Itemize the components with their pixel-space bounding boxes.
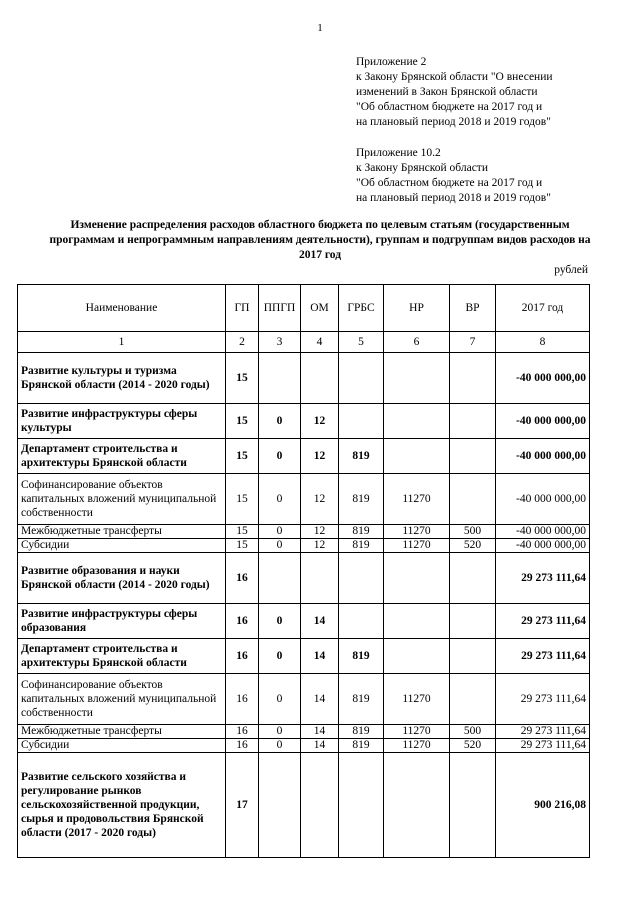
table-row [18, 553, 590, 604]
row-amount: 29 273 111,64 [496, 725, 590, 739]
appendix-line: на плановый период 2018 и 2019 годов" [356, 116, 551, 128]
header-om: ОМ [301, 285, 339, 332]
header-year: 2017 год [496, 285, 590, 332]
row-grbs: 819 [339, 525, 384, 539]
row-nr [384, 553, 450, 604]
row-om [301, 753, 339, 858]
table-row [18, 404, 590, 439]
row-om: 14 [301, 739, 339, 753]
row-gp: 16 [226, 604, 259, 639]
row-name: Развитие культуры и туризма Брянской области (2014 - 2020 годы) [18, 353, 226, 404]
row-grbs [339, 553, 384, 604]
table-row [18, 674, 590, 725]
row-om: 12 [301, 525, 339, 539]
table-row [18, 474, 590, 525]
row-gp: 16 [226, 725, 259, 739]
row-amount: -40 000 000,00 [496, 439, 590, 474]
row-gp: 16 [226, 739, 259, 753]
table-row [18, 439, 590, 474]
row-ppgp [259, 353, 301, 404]
index-cell: 8 [496, 332, 590, 353]
row-amount: 900 216,08 [496, 753, 590, 858]
row-gp: 15 [226, 404, 259, 439]
row-vr [450, 474, 496, 525]
row-name: Развитие инфраструктуры сферы культуры [18, 404, 226, 439]
row-name: Субсидии [18, 739, 226, 753]
row-vr [450, 604, 496, 639]
row-ppgp [259, 753, 301, 858]
row-om: 14 [301, 639, 339, 674]
row-grbs: 819 [339, 674, 384, 725]
appendix-line: Приложение 10.2 [356, 147, 441, 159]
row-om: 14 [301, 725, 339, 739]
header-ppgp: ППГП [259, 285, 301, 332]
row-gp: 16 [226, 553, 259, 604]
row-grbs: 819 [339, 474, 384, 525]
row-nr [384, 639, 450, 674]
row-vr: 520 [450, 739, 496, 753]
header-vr: ВР [450, 285, 496, 332]
row-vr [450, 553, 496, 604]
row-ppgp: 0 [259, 639, 301, 674]
row-gp: 17 [226, 753, 259, 858]
row-grbs: 819 [339, 739, 384, 753]
row-ppgp [259, 553, 301, 604]
row-nr [384, 353, 450, 404]
row-gp: 16 [226, 639, 259, 674]
row-om: 14 [301, 674, 339, 725]
row-vr: 500 [450, 725, 496, 739]
row-grbs [339, 604, 384, 639]
row-gp: 15 [226, 474, 259, 525]
appendix-line: изменений в Закон Брянской области [356, 86, 538, 98]
currency-note: рублей [554, 264, 588, 276]
row-amount: -40 000 000,00 [496, 474, 590, 525]
row-name: Межбюджетные трансферты [18, 525, 226, 539]
index-cell: 4 [301, 332, 339, 353]
row-ppgp: 0 [259, 404, 301, 439]
table-row [18, 725, 590, 739]
row-om: 12 [301, 474, 339, 525]
row-grbs: 819 [339, 439, 384, 474]
row-gp: 16 [226, 674, 259, 725]
table-row [18, 539, 590, 553]
row-nr: 11270 [384, 525, 450, 539]
table-row [18, 639, 590, 674]
document-title: Изменение распределения расходов областного бюджета по целевым статьям (государственным программам и непрограммным направлениям деятельности), группам и подгруппам видов расходов на 2017 год [49, 219, 591, 261]
row-gp: 15 [226, 539, 259, 553]
row-ppgp: 0 [259, 725, 301, 739]
page-number: 1 [317, 22, 323, 34]
row-vr [450, 439, 496, 474]
row-ppgp: 0 [259, 474, 301, 525]
row-vr [450, 674, 496, 725]
row-gp: 15 [226, 439, 259, 474]
row-om: 12 [301, 439, 339, 474]
row-nr [384, 604, 450, 639]
table-row [18, 739, 590, 753]
row-om [301, 553, 339, 604]
row-nr [384, 753, 450, 858]
index-cell: 7 [450, 332, 496, 353]
row-amount: -40 000 000,00 [496, 539, 590, 553]
row-nr: 11270 [384, 674, 450, 725]
table-row [18, 353, 590, 404]
appendix-2-header [356, 55, 553, 130]
appendix-line: "Об областном бюджете на 2017 год и [356, 101, 543, 113]
row-name: Департамент строительства и архитектуры Брянской области [18, 439, 226, 474]
row-nr: 11270 [384, 739, 450, 753]
row-gp: 15 [226, 525, 259, 539]
row-nr [384, 439, 450, 474]
table-row [18, 525, 590, 539]
appendix-line: к Закону Брянской области "О внесении [356, 71, 553, 83]
row-vr: 500 [450, 525, 496, 539]
header-nr: НР [384, 285, 450, 332]
row-vr [450, 353, 496, 404]
header-gp: ГП [226, 285, 259, 332]
row-name: Межбюджетные трансферты [18, 725, 226, 739]
index-cell: 2 [226, 332, 259, 353]
header-name: Наименование [18, 285, 226, 332]
index-row [18, 332, 590, 353]
row-ppgp: 0 [259, 525, 301, 539]
row-name: Развитие инфраструктуры сферы образования [18, 604, 226, 639]
budget-table [17, 284, 590, 858]
row-vr [450, 753, 496, 858]
table-row [18, 753, 590, 858]
header-row [18, 285, 590, 332]
row-vr [450, 404, 496, 439]
row-amount: -40 000 000,00 [496, 353, 590, 404]
row-nr: 11270 [384, 474, 450, 525]
row-vr: 520 [450, 539, 496, 553]
index-cell: 3 [259, 332, 301, 353]
index-cell: 5 [339, 332, 384, 353]
row-gp: 15 [226, 353, 259, 404]
row-name: Софинансирование объектов капитальных вложений муниципальной собственности [18, 674, 226, 725]
row-amount: 29 273 111,64 [496, 739, 590, 753]
row-ppgp: 0 [259, 539, 301, 553]
row-ppgp: 0 [259, 604, 301, 639]
appendix-line: Приложение 2 [356, 56, 427, 68]
row-grbs: 819 [339, 539, 384, 553]
appendix-10-2-header [356, 146, 551, 206]
row-amount: 29 273 111,64 [496, 674, 590, 725]
row-amount: 29 273 111,64 [496, 639, 590, 674]
row-om: 12 [301, 404, 339, 439]
row-ppgp: 0 [259, 739, 301, 753]
appendix-line: на плановый период 2018 и 2019 годов" [356, 192, 551, 204]
row-name: Департамент строительства и архитектуры Брянской области [18, 639, 226, 674]
appendix-line: "Об областном бюджете на 2017 год и [356, 177, 543, 189]
row-grbs: 819 [339, 639, 384, 674]
appendix-line: к Закону Брянской области [356, 162, 488, 174]
row-amount: 29 273 111,64 [496, 604, 590, 639]
row-ppgp: 0 [259, 439, 301, 474]
row-name: Софинансирование объектов капитальных вложений муниципальной собственности [18, 474, 226, 525]
row-ppgp: 0 [259, 674, 301, 725]
row-name: Субсидии [18, 539, 226, 553]
row-om: 12 [301, 539, 339, 553]
row-grbs [339, 353, 384, 404]
row-nr: 11270 [384, 725, 450, 739]
row-grbs [339, 753, 384, 858]
index-cell: 1 [18, 332, 226, 353]
row-om: 14 [301, 604, 339, 639]
row-vr [450, 639, 496, 674]
row-nr: 11270 [384, 539, 450, 553]
row-amount: -40 000 000,00 [496, 525, 590, 539]
row-grbs [339, 404, 384, 439]
row-amount: 29 273 111,64 [496, 553, 590, 604]
row-om [301, 353, 339, 404]
row-name: Развитие образования и науки Брянской области (2014 - 2020 годы) [18, 553, 226, 604]
row-amount: -40 000 000,00 [496, 404, 590, 439]
table-row [18, 604, 590, 639]
row-nr [384, 404, 450, 439]
row-name: Развитие сельского хозяйства и регулирование рынков сельскохозяйственной продукции, сырья и продовольствия Брянской области (2017 - 2020 годы) [18, 753, 226, 858]
row-grbs: 819 [339, 725, 384, 739]
header-grbs: ГРБС [339, 285, 384, 332]
index-cell: 6 [384, 332, 450, 353]
